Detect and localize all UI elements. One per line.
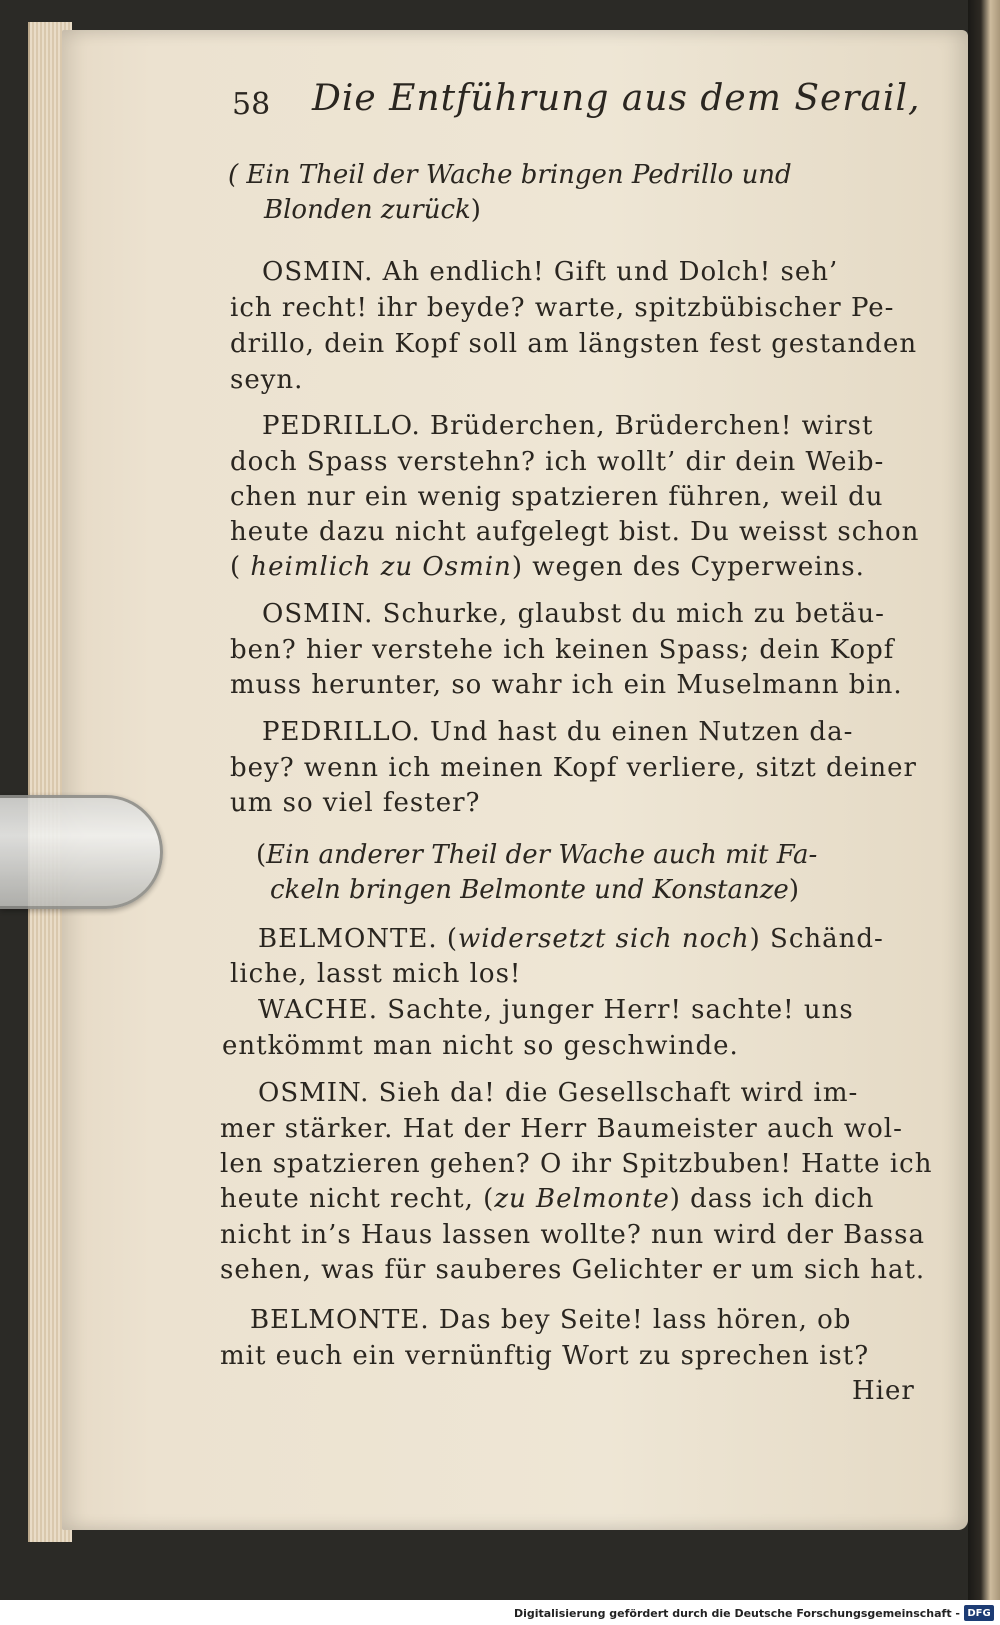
page-number: 58 xyxy=(232,87,271,122)
text-line: heute dazu nicht aufgelegt bist. Du weisst schon xyxy=(230,517,920,547)
stage-direction-line xyxy=(270,873,799,908)
text-segment: ( xyxy=(230,552,251,582)
stage-direction-text: zu Belmonte xyxy=(494,1184,670,1214)
text-segment: ) Schänd- xyxy=(749,924,884,954)
text-line xyxy=(220,1182,874,1217)
text-line: BELMONTE. Das bey Seite! lass hören, ob xyxy=(250,1305,852,1335)
text-line: sehen, was für sauberes Gelichter er um sich hat. xyxy=(220,1255,926,1285)
text-line: mer stärker. Hat der Herr Baumeister auch wol- xyxy=(220,1114,903,1144)
stage-direction-text: Ein Theil der Wache bringen Pedrillo und xyxy=(246,160,792,190)
text-line: muss herunter, so wahr ich ein Muselmann bin. xyxy=(230,670,903,700)
bracket-close: ) xyxy=(470,195,481,225)
stage-direction-line xyxy=(256,838,817,873)
text-line xyxy=(258,922,884,957)
next-page-edge xyxy=(968,0,1000,1600)
text-line: entkömmt man nicht so geschwinde. xyxy=(222,1031,739,1061)
text-line: doch Spass verstehn? ich wollt’ dir dein Weib- xyxy=(230,447,885,477)
text-line: nicht in’s Haus lassen wollte? nun wird der Bassa xyxy=(220,1220,925,1250)
stage-direction-line xyxy=(264,193,481,228)
text-segment: ) wegen des Cyperweins. xyxy=(511,552,865,582)
text-line: ich recht! ihr beyde? warte, spitzbübischer Pe- xyxy=(230,293,895,323)
text-line: ben? hier verstehe ich keinen Spass; dein Kopf xyxy=(230,635,895,665)
text-line xyxy=(230,550,865,585)
text-line: len spatzieren gehen? O ihr Spitzbuben! Hatte ich xyxy=(220,1149,933,1179)
text-line: um so viel fester? xyxy=(230,788,481,818)
stage-direction-text: Ein anderer Theil der Wache auch mit Fa- xyxy=(266,840,818,870)
text-line: WACHE. Sachte, junger Herr! sachte! uns xyxy=(258,995,854,1025)
dfg-logo: DFG xyxy=(964,1605,994,1621)
text-segment: heute nicht recht, ( xyxy=(220,1184,495,1214)
text-line: bey? wenn ich meinen Kopf verliere, sitzt deiner xyxy=(230,753,917,783)
text-segment: BELMONTE. ( xyxy=(258,924,459,954)
text-line: seyn. xyxy=(230,365,304,395)
text-line: OSMIN. Sieh da! die Gesellschaft wird im- xyxy=(258,1078,859,1108)
text-line: OSMIN. Schurke, glaubst du mich zu betäu- xyxy=(262,599,885,629)
text-line: PEDRILLO. Brüderchen, Brüderchen! wirst xyxy=(262,411,874,441)
bracket-open: ( xyxy=(256,840,267,870)
text-line: chen nur ein wenig spatzieren führen, weil du xyxy=(230,482,884,512)
text-line: liche, lasst mich los! xyxy=(230,959,522,989)
stage-direction-line xyxy=(228,158,792,193)
stage-direction-text: ckeln bringen Belmonte und Konstanze xyxy=(270,875,789,905)
bracket-open: ( xyxy=(228,160,247,190)
text-line: PEDRILLO. Und hast du einen Nutzen da- xyxy=(262,717,854,747)
text-segment: ) dass ich dich xyxy=(669,1184,875,1214)
stage-direction-text: widersetzt sich noch xyxy=(458,924,750,954)
stage-direction-text: heimlich zu Osmin xyxy=(250,552,512,582)
catchword: Hier xyxy=(852,1376,915,1406)
text-line: drillo, dein Kopf soll am längsten fest gestanden xyxy=(230,329,918,359)
stage-direction-text: Blonden zurück xyxy=(264,195,471,225)
bracket-close: ) xyxy=(788,875,799,905)
bookmark-clip xyxy=(0,795,163,909)
funding-note: Digitalisierung gefördert durch die Deutsche Forschungsgemeinschaft - xyxy=(513,1607,960,1620)
text-line: OSMIN. Ah endlich! Gift und Dolch! seh’ xyxy=(262,257,839,287)
text-line: mit euch ein vernünftig Wort zu sprechen ist? xyxy=(220,1341,870,1371)
running-title: Die Entführung aus dem Serail, xyxy=(312,78,921,119)
